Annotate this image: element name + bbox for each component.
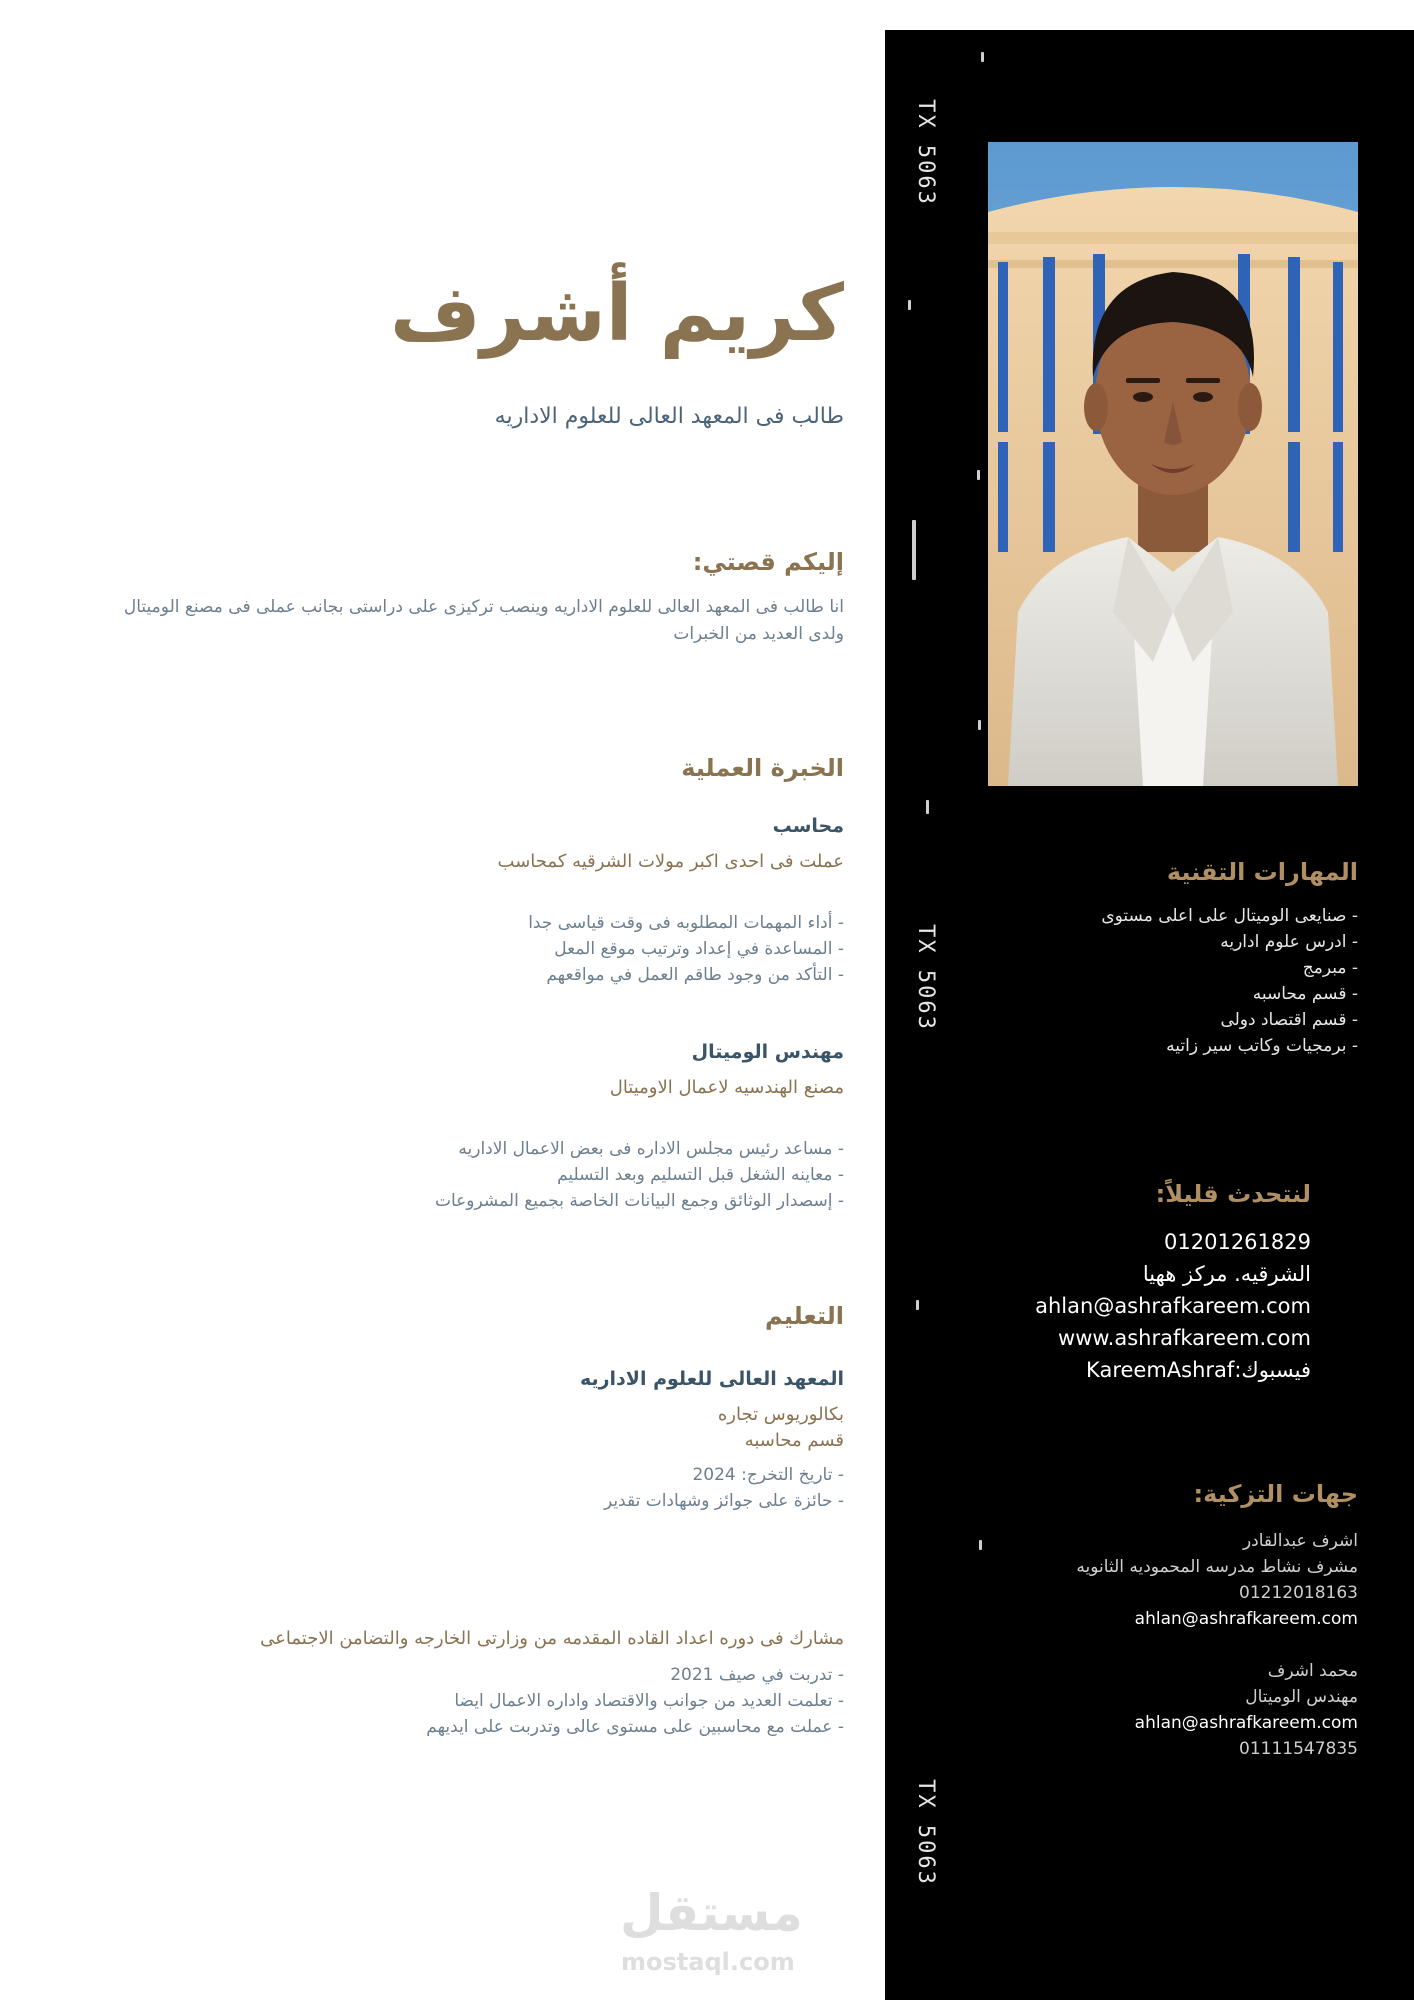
list-item: - قسم محاسبه xyxy=(1252,984,1358,1004)
film-speck xyxy=(908,300,911,310)
mostaql-watermark-logo: مستقل xyxy=(620,1884,803,1942)
education-degree: بكالوريوس تجاره xyxy=(717,1404,844,1425)
list-item: - معاينه الشغل قبل التسليم وبعد التسليم xyxy=(557,1165,844,1185)
list-item: - قسم اقتصاد دولى xyxy=(1220,1010,1358,1030)
list-item: - حائزة على جوائز وشهادات تقدير xyxy=(603,1491,844,1511)
film-label-middle: TX 5063 xyxy=(912,924,938,1031)
mostaql-watermark-url: mostaql.com xyxy=(621,1948,795,1976)
profile-photo xyxy=(988,142,1358,786)
education-school: المعهد العالى للعلوم الاداريه xyxy=(579,1368,844,1390)
contact-address: الشرقيه. مركز ههيا xyxy=(1142,1262,1311,1286)
film-speck xyxy=(979,1540,982,1550)
contact-facebook[interactable]: فيسبوك:KareemAshraf xyxy=(1086,1358,1311,1382)
list-item: - ادرس علوم اداريه xyxy=(1220,932,1358,952)
skills-list xyxy=(985,903,1358,1059)
list-item: - تعلمت العديد من جوانب والاقتصاد واداره الاعمال ايضا xyxy=(454,1691,844,1711)
reference-email[interactable]: ahlan@ashrafkareem.com xyxy=(1134,1713,1358,1733)
reference-2 xyxy=(985,1658,1358,1762)
contact-block xyxy=(985,1226,1311,1386)
job-subtitle-engineer: مصنع الهندسيه لاعمال الاوميتال xyxy=(609,1077,844,1098)
list-item: - عملت مع محاسبين على مستوى عالى وتدربت على ايديهم xyxy=(426,1717,844,1737)
job-subtitle-accountant: عملت فى احدى اكبر مولات الشرقيه كمحاسب xyxy=(497,851,844,872)
reference-phone: 01212018163 xyxy=(1239,1583,1358,1603)
training-bullets xyxy=(84,1662,844,1740)
contact-website[interactable]: www.ashrafkareem.com xyxy=(1058,1326,1311,1350)
film-speck xyxy=(912,520,916,580)
reference-role: مهندس الوميتال xyxy=(1245,1687,1358,1707)
job-bullets-engineer xyxy=(84,1136,844,1214)
job-title-engineer: مهندس الوميتال xyxy=(691,1041,844,1063)
experience-heading: الخبرة العملية xyxy=(681,754,844,782)
list-item: - إسصدار الوثائق وجمع البيانات الخاصة بجميع المشروعات xyxy=(434,1191,844,1211)
list-item: - التأكد من وجود طاقم العمل في مواقعهم xyxy=(546,965,844,985)
film-speck xyxy=(981,52,984,62)
list-item: - تدربت في صيف 2021 xyxy=(670,1665,844,1685)
list-item: - تاريخ التخرج: 2024 xyxy=(692,1465,844,1485)
reference-1 xyxy=(985,1528,1358,1632)
film-speck xyxy=(916,1300,919,1310)
skills-heading: المهارات التقنية xyxy=(1166,858,1358,886)
list-item: - المساعدة في إعداد وترتيب موقع المعل xyxy=(554,939,844,959)
contact-heading: لنتحدث قليلاً: xyxy=(1155,1180,1311,1208)
education-department: قسم محاسبه xyxy=(744,1430,844,1451)
list-item: - أداء المهمات المطلوبه فى وقت قياسى جدا xyxy=(528,913,844,933)
film-label-bottom: TX 5063 xyxy=(912,1779,938,1886)
training-heading: مشارك فى دوره اعداد القاده المقدمه من وزارتى الخارجه والتضامن الاجتماعى xyxy=(260,1628,844,1649)
references-heading: جهات التزكية: xyxy=(1193,1480,1358,1508)
reference-name: محمد اشرف xyxy=(1267,1661,1358,1681)
list-item: - برمجيات وكاتب سير زاتيه xyxy=(1166,1036,1358,1056)
candidate-name: كريم أشرف xyxy=(389,269,844,359)
job-title-accountant: محاسب xyxy=(772,815,844,837)
reference-phone: 01111547835 xyxy=(1239,1739,1358,1759)
reference-name: اشرف عبدالقادر xyxy=(1242,1531,1358,1551)
reference-role: مشرف نشاط مدرسه المحموديه الثانويه xyxy=(1076,1557,1358,1577)
film-speck xyxy=(978,720,981,730)
reference-email[interactable]: ahlan@ashrafkareem.com xyxy=(1134,1609,1358,1629)
education-heading: التعليم xyxy=(765,1302,844,1330)
story-text: انا طالب فى المعهد العالى للعلوم الاداريه وينصب تركيزى على دراستى بجانب عملى فى مصنع الوميتال ولدى العديد من الخبرات xyxy=(123,597,844,645)
film-speck xyxy=(977,470,980,480)
list-item: - صنايعى الوميتال على اعلى مستوى xyxy=(1101,906,1358,926)
film-speck xyxy=(926,800,929,814)
job-bullets-accountant xyxy=(84,910,844,988)
list-item: - مبرمج xyxy=(1302,958,1358,978)
contact-phone: 01201261829 xyxy=(1164,1230,1311,1254)
education-bullets xyxy=(84,1462,844,1514)
list-item: - مساعد رئيس مجلس الاداره فى بعض الاعمال الاداريه xyxy=(458,1139,844,1159)
film-label-top: TX 5063 xyxy=(912,99,938,206)
candidate-subtitle: طالب فى المعهد العالى للعلوم الاداريه xyxy=(494,404,844,429)
contact-email[interactable]: ahlan@ashrafkareem.com xyxy=(1035,1294,1311,1318)
story-heading: إليكم قصتي: xyxy=(692,548,844,576)
